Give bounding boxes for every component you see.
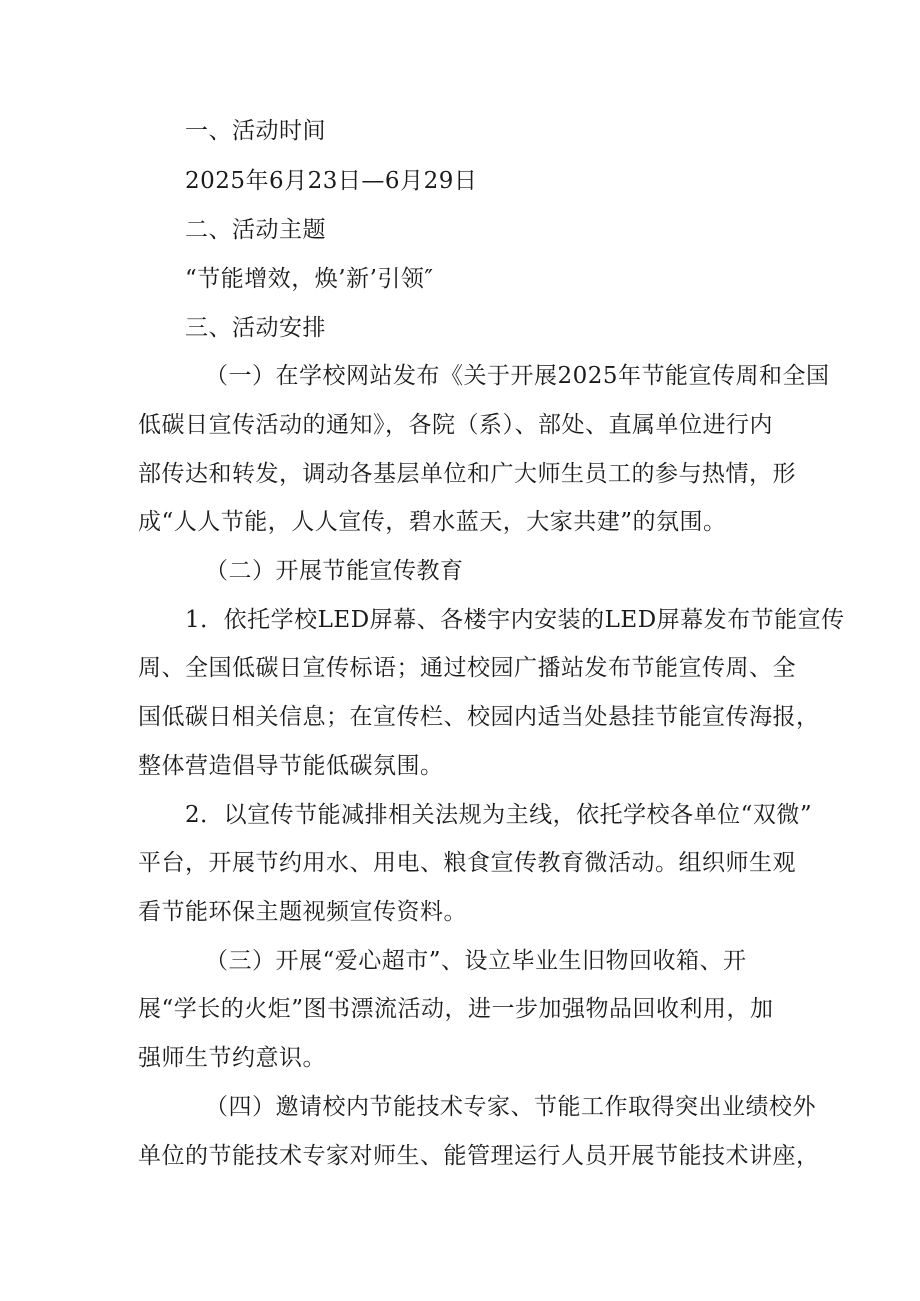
section-heading-theme: 二、活动主题: [185, 217, 326, 243]
paragraph-1-line-1: （一）在学校网站发布《关于开展2025年节能宣传周和全国: [205, 363, 830, 389]
paragraph-3-line-3: 强师生节约意识。: [138, 1045, 326, 1071]
item-1-line-1: 1．依托学校LED屏幕、各楼宇内安装的LED屏幕发布节能宣传: [185, 607, 845, 633]
paragraph-4-line-1: （四）邀请校内节能技术专家、节能工作取得突出业绩校外: [205, 1094, 816, 1120]
item-1-line-4: 整体营造倡导节能低碳氛围。: [138, 753, 444, 779]
section-heading-time: 一、活动时间: [185, 118, 326, 144]
subsection-heading-education: （二）开展节能宣传教育: [205, 558, 464, 584]
paragraph-1-line-2: 低碳日宣传活动的通知》，各院（系）、部处、直属单位进行内: [138, 412, 773, 438]
paragraph-4-line-2: 单位的节能技术专家对师生、能管理运行人员开展节能技术讲座，: [138, 1143, 820, 1169]
paragraph-1-line-4: 成“人人节能，人人宣传，碧水蓝天，大家共建”的氛围。: [138, 509, 727, 535]
item-2-line-2: 平台，开展节约用水、用电、粮食宣传教育微活动。组织师生观: [138, 850, 796, 876]
section-heading-arrangement: 三、活动安排: [185, 315, 326, 341]
paragraph-3-line-2: 展“学长的火炬”图书漂流活动，进一步加强物品回收利用，加: [138, 996, 774, 1022]
item-1-line-3: 国低碳日相关信息；在宣传栏、校园内适当处悬挂节能宣传海报，: [138, 704, 820, 730]
paragraph-3-line-1: （三）开展“爱心超市”、设立毕业生旧物回收箱、开: [205, 948, 747, 974]
item-2-line-1: 2．以宣传节能减排相关法规为主线，依托学校各单位“双微”: [185, 802, 813, 828]
activity-dates: 2025年6月23日—6月29日: [185, 168, 478, 194]
item-2-line-3: 看节能环保主题视频宣传资料。: [138, 899, 467, 925]
activity-theme: “节能增效，焕’新’引领″: [185, 266, 434, 292]
paragraph-1-line-3: 部传达和转发，调动各基层单位和广大师生员工的参与热情，形: [138, 461, 796, 487]
item-1-line-2: 周、全国低碳日宣传标语；通过校园广播站发布节能宣传周、全: [138, 655, 796, 681]
